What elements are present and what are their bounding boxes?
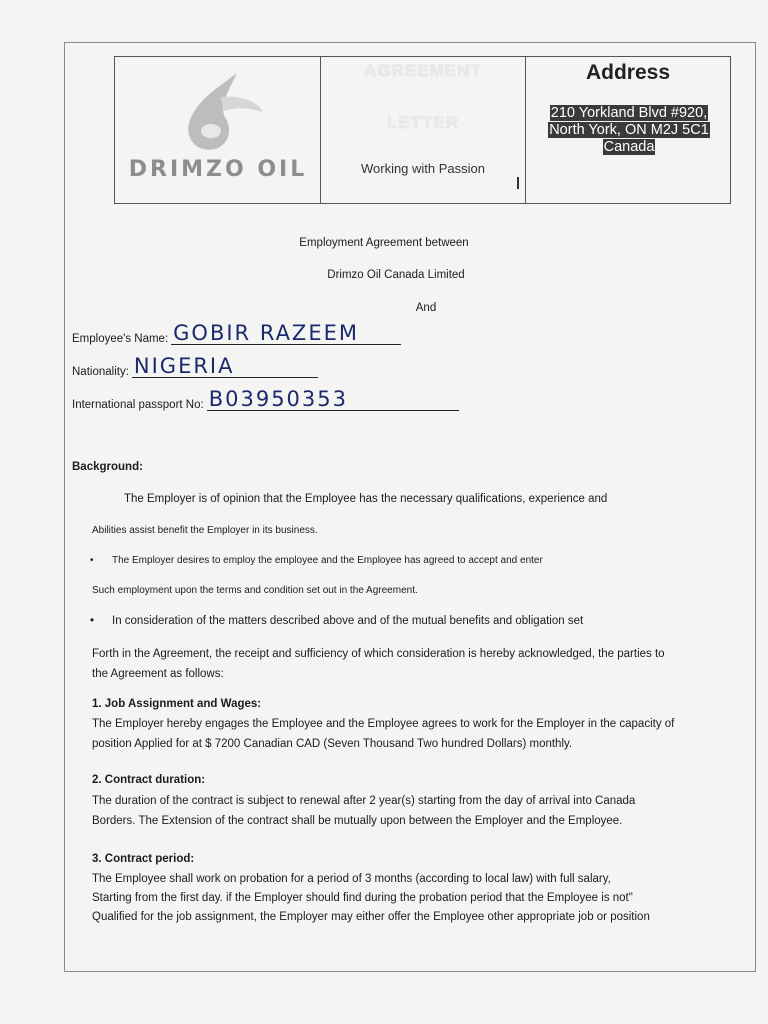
letterhead-table	[114, 56, 731, 204]
passport-value: B03950353	[207, 388, 459, 411]
section-3-line-1: The Employee shall work on probation for a period of 3 months (according to local law) with full salary,	[92, 873, 611, 885]
drop-logo-icon	[159, 67, 269, 163]
address-block	[538, 105, 720, 156]
section-2-line-1: The duration of the contract is subject to renewal after 2 year(s) starting from the day of arrival into Canada	[92, 795, 636, 807]
company-logo-text: DRIMZO OIL	[128, 157, 308, 182]
agreement-title: AGREEMENT	[364, 61, 482, 80]
mark	[517, 177, 519, 189]
passport-row	[72, 388, 459, 411]
background-bullet-2: • In consideration of the matters described above and of the mutual benefits and obligation set	[92, 611, 583, 632]
background-paragraph-2b: the Agreement as follows:	[92, 668, 224, 680]
address-cell	[526, 57, 730, 203]
nationality-row	[72, 355, 318, 378]
nationality-value: NIGERIA	[132, 355, 318, 378]
background-bullet-1: • The Employer desires to employ the employee and the Employee has agreed to accept and enter	[92, 550, 543, 571]
section-2-heading: 2. Contract duration:	[92, 774, 206, 786]
employee-name-row	[72, 322, 401, 345]
employee-name-label: Employee's Name:	[72, 333, 169, 345]
address-line-1: 210 Yorkland Blvd #920,	[550, 105, 708, 121]
intro-line-3: And	[415, 302, 437, 314]
background-paragraph-1: The Employer is of opinion that the Employee has the necessary qualifications, experience and	[124, 493, 608, 505]
section-1-line-1: The Employer hereby engages the Employee and the Employee agrees to work for the Employer in the capacity of	[92, 718, 675, 730]
section-1-heading: 1. Job Assignment and Wages:	[92, 698, 262, 710]
address-line-2: North York, ON M2J 5C1	[549, 122, 709, 138]
title-cell	[321, 57, 526, 203]
address-line-3: Canada	[603, 139, 655, 155]
section-3-line-3: Qualified for the job assignment, the Employer may either offer the Employee other appropriate job or position	[92, 911, 650, 923]
section-1-line-2: position Applied for at $ 7200 Canadian CAD (Seven Thousand Two hundred Dollars) monthly.	[92, 738, 573, 750]
section-3-heading: 3. Contract period:	[92, 853, 195, 865]
passport-label: International passport No:	[72, 399, 204, 411]
logo-cell	[115, 57, 321, 203]
background-paragraph-2a: Forth in the Agreement, the receipt and sufficiency of which consideration is hereby acknowledged, the parties to	[92, 648, 665, 660]
intro-line-1: Employment Agreement between	[299, 237, 469, 249]
background-paragraph-1b: Abilities assist benefit the Employer in its business.	[92, 525, 318, 536]
employee-name-value: GOBIR RAZEEM	[171, 322, 401, 345]
background-heading: Background:	[72, 461, 143, 473]
section-3-line-2: Starting from the first day. if the Employer should find during the probation period that the Employee is not"	[92, 892, 633, 904]
letter-title: LETTER	[386, 113, 460, 132]
section-2-line-2: Borders. The Extension of the contract shall be mutually upon between the Employer and the Employee.	[92, 815, 623, 827]
tagline: Working with Passion	[360, 161, 486, 176]
intro-line-2: Drimzo Oil Canada Limited	[327, 269, 465, 281]
nationality-label: Nationality:	[72, 366, 129, 378]
address-title: Address	[585, 61, 671, 84]
background-bullet-1b: Such employment upon the terms and condition set out in the Agreement.	[92, 585, 418, 596]
